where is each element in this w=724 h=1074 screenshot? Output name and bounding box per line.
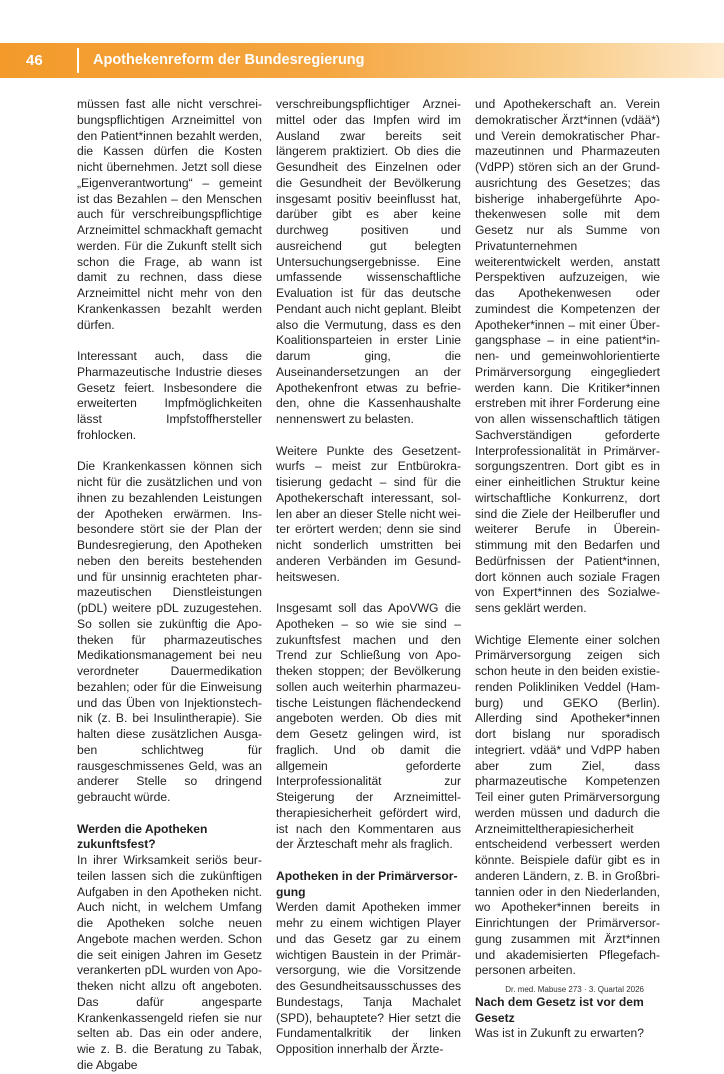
subheading: Nach dem Gesetz ist vor dem Gesetz bbox=[475, 994, 644, 1025]
paragraph: Was ist in Zukunft zu erwarten? bbox=[475, 1026, 644, 1041]
text-column-3 bbox=[475, 97, 660, 1042]
paragraph: und Apothekerschaft an. Verein demokratischer Ärzt*innen (vdää*) und Verein demokratischer Pharmazeutinnen und Pharmazeuten (VdPP) stören sich an der Grundausrichtung des Gesetzes; das bisherige inhabergeführte Apothekenwesen solle mit dem Gesetz nur als Summe von Privatunternehmen weiterentwickelt werden, anstatt Perspektiven aufzuzeigen, wie das Apothekenwesen oder zumindest die Kompetenzen der Apotheker*innen – mit einer Übergangsphase – in eine patient*innen- und gemeinwohlorientierte Primärversorgung eingegliedert werden kann. Die Kritiker*innen erstreben mit ihrer Forderung eine von allen wissenschaftlich tätigen Sachverständigen geforderte Interprofessionalität in Primärversorgungszentren. Dort gibt es in einer einheitlichen Struktur keine wirtschaftliche Konkurrenz, dort sind die Ziele der Heilberufler und weiterer Berufe in Übereinstimmung mit den Bedarfen und Bedürfnissen der Patient*innen, dort können auch soziale Fragen von Expert*innen des Sozialwesens geklärt werden. bbox=[475, 97, 660, 615]
subheading: Werden die Apotheken zukunftsfest? bbox=[77, 821, 208, 852]
section-title: Apothekenreform der Bundesregierung bbox=[93, 52, 365, 68]
paragraph: Die Krankenkassen können sich nicht für die zusätzlichen und von ihnen zu bezahlenden Leistungen der Apotheken erwärmen. Insbesondere stört sie der Plan der Bundesregierung, den Apotheken neben den bereits bestehenden und für unsinnig erachteten pharmazeutischen Dienstleistungen (pDL) weitere pDL zuzugestehen. So sollen sie zukünftig die Apotheken für pharmazeutisches Medikationsmanagement bei neu verordneter Dauermedikation bezahlen; oder für die Einweisung und das Üben von Injektionstechnik (z. B. bei Insulintherapie). Sie halten diese zusätzlichen Ausgaben schlichtweg für rausgeschmissenes Geld, was an anderer Stelle so dringend gebraucht würde. bbox=[77, 459, 262, 804]
paragraph: Insgesamt soll das ApoVWG die Apotheken – so wie sie sind – zukunftsfest machen und den Trend zur Schließung von Apotheken stoppen; der Bevölkerung sollen auch weiterhin pharmazeutische Leistungen flächendeckend angeboten werden. Ob dies mit dem Gesetz gelingen wird, ist fraglich. Und ob damit die allgemein geforderte Interprofessionalität zur Steigerung der Arzneimitteltherapiesicherheit gefördert wird, ist nach den Kommentaren aus der Ärzteschaft mehr als fraglich. bbox=[276, 601, 461, 852]
paragraph: Werden damit Apotheken immer mehr zu einem wichtigen Player und das Gesetz gar zu einem wichtigen Baustein in der Primärversorgung, wie die Vorsitzende des Gesundheitsausschusses des Bundestags, Tanja Machalet (SPD), behauptete? Hier setzt die Fundamentalkritik der linken Opposition innerhalb der Ärzte- bbox=[276, 900, 461, 1056]
text-column-1 bbox=[77, 97, 262, 1074]
issue-footer: Dr. med. Mabuse 273 · 3. Quartal 2026 bbox=[505, 985, 644, 994]
header-divider bbox=[77, 48, 79, 73]
paragraph: Interessant auch, dass die Pharmazeutische Industrie dieses Gesetz feiert. Insbesondere die erweiterten Impfmöglichkeiten lässt Impfstoffhersteller frohlocken. bbox=[77, 349, 262, 442]
paragraph: müssen fast alle nicht verschreibungspflichtigen Arzneimittel von den Patient*innen bezahlt werden, die Kassen dürfen die Kosten nicht übernehmen. Jetzt soll diese „Eigenverantwortung“ – gemeint ist das Bezahlen – den Menschen auch für verschreibungspflichtige Arzneimittel schmackhaft gemacht werden. Für die Zukunft stellt sich schon die Frage, ab wann ist damit zu rechnen, dass diese Arzneimittel nicht mehr von den Krankenkassen bezahlt werden dürfen. bbox=[77, 97, 262, 332]
paragraph: In ihrer Wirksamkeit seriös beurteilen lassen sich die zukünftigen Aufgaben in den Apotheken nicht. Auch nicht, in welchem Umfang die Apotheken solche neuen Angebote machen werden. Schon die seit einigen Jahren im Gesetz verankerten pDL wurden von Apotheken nicht allzu oft angeboten. Das dafür angesparte Krankenkassengeld riefen sie nur selten ab. Das ein oder andere, wie z. B. die Beratung zu Tabak, die Abgabe bbox=[77, 853, 262, 1072]
subheading: Apotheken in der Primärversorgung bbox=[276, 868, 458, 899]
text-column-2 bbox=[276, 97, 461, 1058]
paragraph: Weitere Punkte des Gesetzentwurfs – meist zur Entbürokratisierung gedacht – sind für die Apothekerschaft interessant, sollen aber an dieser Stelle nicht weiter erörtert werden; denn sie sind nicht sonderlich umstritten bei anderen Verbänden im Gesundheitswesen. bbox=[276, 443, 461, 584]
page-header bbox=[0, 43, 724, 78]
paragraph: Wichtige Elemente einer solchen Primärversorgung zeigen sich schon heute in den beiden existierenden Polikliniken Veddel (Hamburg) und GEKO (Berlin). Allerding sind Apotheker*innen dort bislang nur sporadisch integriert. vdää* und VdPP haben aber zum Ziel, dass pharmazeutische Kompetenzen Teil einer guten Primärversorgung werden müssen und dadurch die Arzneimitteltherapiesicherheit entscheidend verbessert werden könnte. Beispiele dafür gibt es in anderen Ländern, z. B. in Großbritannien oder in den Niederlanden, wo Apotheker*innen bereits in Einrichtungen der Primärversorgung zusammen mit Ärzt*innen und akademisierten Pflegefachpersonen arbeiten. bbox=[475, 632, 660, 978]
page-number: 46 bbox=[26, 52, 43, 69]
paragraph: verschreibungspflichtiger Arzneimittel oder das Impfen wird im Ausland zwar bereits seit längerem praktiziert. Ob dies die Gesundheit des Einzelnen oder die Gesundheit der Bevölkerung insgesamt positiv beeinflusst hat, darüber gibt es aber keine durchweg positiven und ausreichend gut belegten Untersuchungsergebnisse. Eine umfassende wissenschaftliche Evaluation ist für das deutsche Pendant auch nicht geplant. Bleibt also die Vermutung, dass es den Koalitionsparteien in erster Linie darum ging, die Auseinandersetzungen an der Apothekenfront etwas zu befrieden, ohne die Kassenhaushalte nennenswert zu belasten. bbox=[276, 97, 461, 426]
